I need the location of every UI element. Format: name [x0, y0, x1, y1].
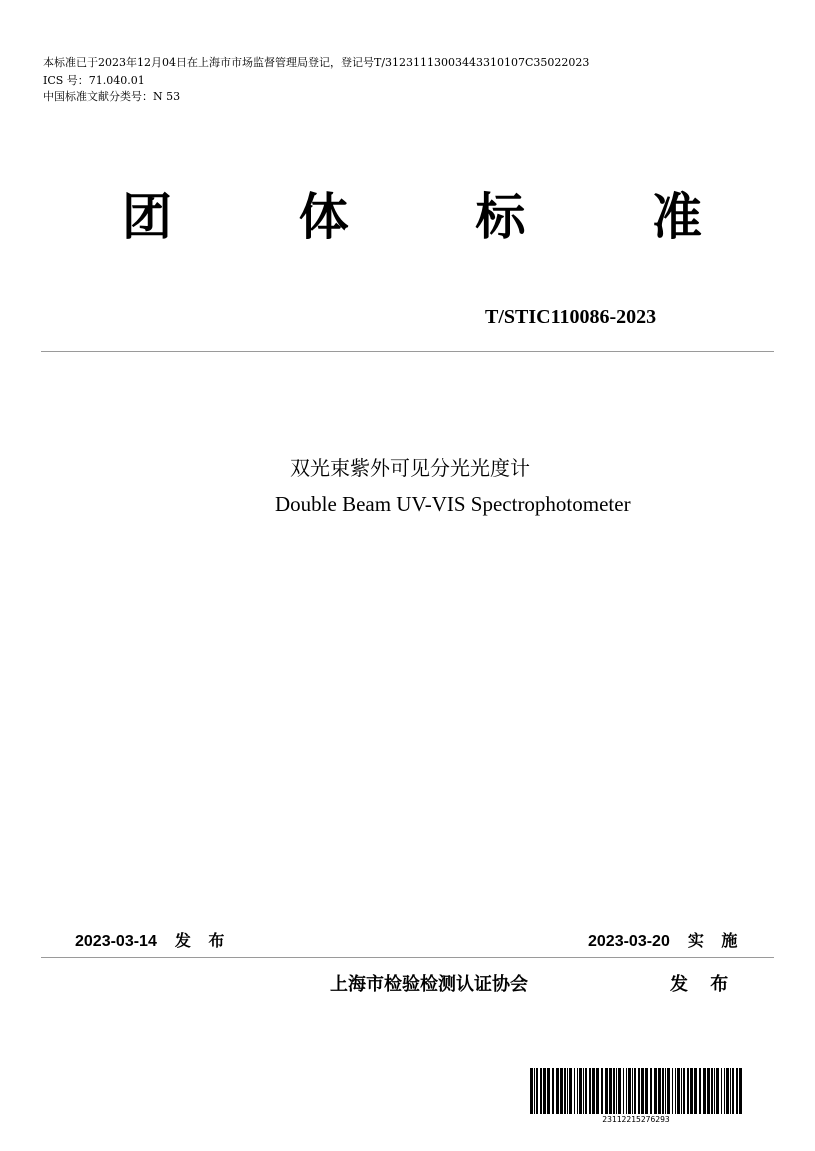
barcode-bar: [707, 1068, 710, 1114]
barcode-bar: [560, 1068, 563, 1114]
document-type-title: [122, 187, 702, 247]
barcode-bar: [556, 1068, 559, 1114]
barcode-bar: [534, 1068, 535, 1114]
barcode-bar: [687, 1068, 689, 1114]
barcode-number: 23112215276293: [602, 1115, 670, 1124]
barcode-bar: [577, 1068, 578, 1114]
implement-label: 实 施: [687, 931, 744, 950]
publish-label: 发 布: [670, 974, 737, 995]
ics-line: ICS 号：71.040.01: [43, 74, 145, 87]
barcode-bar: [536, 1068, 538, 1114]
barcode-bar: [547, 1068, 550, 1114]
barcode-bar: [613, 1068, 615, 1114]
bottom-divider: [41, 957, 774, 958]
barcode-bar: [583, 1068, 584, 1114]
document-type-char: 体: [298, 188, 349, 246]
document-type-char: 团: [122, 188, 172, 246]
barcode-bar: [714, 1068, 715, 1114]
barcode-bar: [626, 1068, 627, 1114]
standard-number: T/STIC110086-2023: [485, 306, 657, 328]
barcode-bar: [609, 1068, 612, 1114]
release-date-row: [75, 928, 230, 951]
barcode-bar: [623, 1068, 624, 1114]
barcode-bar: [699, 1068, 701, 1114]
barcode-bar: [552, 1068, 554, 1114]
publisher-name: 上海市检验检测认证协会: [330, 974, 528, 995]
barcode-bar: [601, 1068, 603, 1114]
barcode-bar: [645, 1068, 648, 1114]
barcode-bar: [564, 1068, 566, 1114]
barcode-bar: [592, 1068, 595, 1114]
barcode-bar: [730, 1068, 731, 1114]
barcode-bar: [736, 1068, 738, 1114]
barcode-bar: [650, 1068, 652, 1114]
barcode-bar: [605, 1068, 608, 1114]
barcode-bar: [683, 1068, 685, 1114]
barcode-bar: [681, 1068, 682, 1114]
barcode-bar: [739, 1068, 742, 1114]
barcode-bar: [628, 1068, 631, 1114]
document-type-char: 准: [651, 188, 702, 246]
barcode-bar: [724, 1068, 725, 1114]
barcode-bar: [726, 1068, 729, 1114]
barcode-bar: [543, 1068, 546, 1114]
barcode-bar: [540, 1068, 542, 1114]
release-label: 发 布: [174, 931, 231, 950]
barcode-bar: [703, 1068, 706, 1114]
implement-date-row: [588, 928, 743, 951]
barcode-bar: [677, 1068, 680, 1114]
barcode-bar: [569, 1068, 572, 1114]
implement-date: 2023-03-20: [588, 933, 670, 950]
barcode-bar: [579, 1068, 582, 1114]
barcode-bar: [662, 1068, 664, 1114]
barcode-bar: [672, 1068, 673, 1114]
release-date: 2023-03-14: [75, 933, 157, 950]
barcode: [530, 1068, 742, 1114]
barcode-bar: [638, 1068, 640, 1114]
barcode-bar: [618, 1068, 621, 1114]
barcode-bar: [675, 1068, 676, 1114]
registration-line: 本标准已于2023年12月04日在上海市市场监督管理局登记，登记号T/312311130034433101​07C35022023: [43, 56, 590, 69]
barcode-bar: [690, 1068, 693, 1114]
title-english: Double Beam UV-VIS Spectrophotometer: [275, 492, 631, 516]
barcode-bar: [567, 1068, 568, 1114]
barcode-bar: [530, 1068, 533, 1114]
title-chinese: 双光束紫外可见分光光度计: [290, 456, 530, 480]
barcode-bar: [694, 1068, 697, 1114]
barcode-bar: [716, 1068, 719, 1114]
barcode-bar: [596, 1068, 599, 1114]
barcode-bar: [711, 1068, 713, 1114]
barcode-bar: [721, 1068, 722, 1114]
barcode-bar: [616, 1068, 617, 1114]
ccs-line: 中国标准文献分类号：N 53: [43, 90, 181, 103]
barcode-bar: [654, 1068, 657, 1114]
barcode-bar: [589, 1068, 591, 1114]
barcode-bar: [574, 1068, 575, 1114]
barcode-bar: [667, 1068, 670, 1114]
barcode-bar: [732, 1068, 734, 1114]
barcode-bar: [634, 1068, 636, 1114]
document-type-char: 标: [475, 188, 526, 246]
barcode-bar: [632, 1068, 633, 1114]
barcode-bar: [658, 1068, 661, 1114]
top-divider: [41, 351, 774, 352]
barcode-bar: [585, 1068, 587, 1114]
barcode-bar: [665, 1068, 666, 1114]
barcode-bar: [641, 1068, 644, 1114]
